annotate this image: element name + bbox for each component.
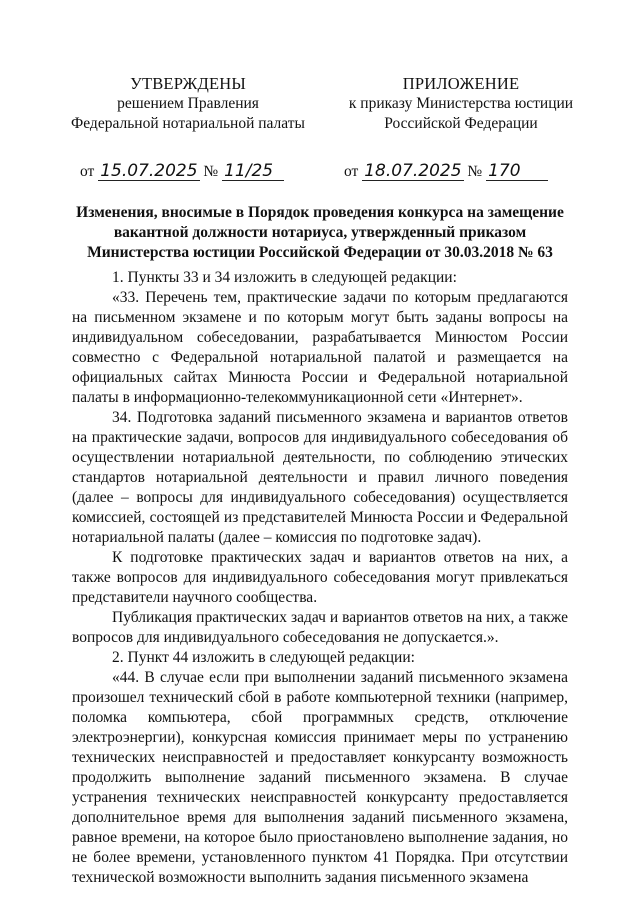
approval-block-left (58, 74, 318, 182)
approval-dateline-left (58, 162, 318, 182)
handwritten-number-right: 170 (486, 162, 548, 181)
document-body (72, 268, 568, 888)
date-prefix-right: от (344, 163, 359, 180)
approval-line1-right: к приказу Министерства юстиции (348, 95, 574, 112)
date-prefix-left: от (80, 163, 95, 180)
document-title: Изменения, вносимые в Порядок проведения конкурса на замещение вакантной должности нотариуса, утвержденный приказом Министерства юстиции Российской Федерации от 30.03.2018 № 63 (76, 204, 564, 261)
paragraph: «33. Перечень тем, практические задачи по которым предлагаются на письменном экзамене и по которым могут быть заданы вопросы на индивидуальном собеседовании, разрабатывается Минюстом России совместно с Федеральной нотариальной палатой и размещается на официальных сайтах Минюста России и Федеральной нотариальной палаты в информационно-телекоммуникационной сети «Интернет». (72, 289, 568, 406)
approval-line1-left: решением Правления (117, 95, 259, 112)
paragraph: К подготовке практических задач и вариантов ответов на них, а также вопросов для индивидуального собеседования могут привлекаться представители научного сообщества. (72, 549, 568, 606)
approval-heading-left: УТВЕРЖДЕНЫ (130, 74, 246, 93)
approval-dateline-right (326, 162, 596, 182)
approval-line2-left: Федеральной нотариальной палаты (71, 115, 305, 132)
handwritten-date-left: 15.07.2025 (100, 161, 198, 181)
paragraph: Публикация практических задач и вариантов ответов на них, а также вопросов для индивидуального собеседования не допускается.». (72, 609, 568, 646)
approval-line2-right: Российской Федерации (384, 115, 538, 132)
paragraph: 34. Подготовка заданий письменного экзамена и вариантов ответов на практические задачи, вопросов для индивидуального собеседования об осуществлении нотариальной деятельности, по соблюдению этических стандартов нотариальной деятельности и правил личного поведения (далее – вопросы для индивидуального собеседования) осуществляется комиссией, состоящей из представителей Минюста России и Федеральной нотариальной палаты (далее – комиссия по подготовке задач). (72, 409, 568, 546)
handwritten-number-left: 11/25 (222, 162, 284, 181)
paragraph: 1. Пункты 33 и 34 изложить в следующей редакции: (112, 269, 457, 286)
approval-heading-right: ПРИЛОЖЕНИЕ (402, 74, 520, 93)
paragraph: 2. Пункт 44 изложить в следующей редакции: (112, 649, 415, 666)
handwritten-date-right: 18.07.2025 (364, 161, 462, 181)
paragraph: «44. В случае если при выполнении заданий письменного экзамена произошел технический сбой в работе компьютерной техники (например, поломка компьютера, сбой программных средств, отключение электроэнергии), конкурсная комиссия принимает меры по устранению технических неисправностей и предоставляет конкурсанту возможность продолжить выполнение заданий письменного экзамена. В случае устранения технических неисправностей конкурсанту предоставляется дополнительное время для выполнения заданий письменного экзамена, равное времени, на которое было приостановлено выполнение задания, но не более времени, установленного пунктом 41 Порядка. При отсутствии технической возможности выполнить задания письменного экзамена (72, 669, 568, 886)
number-sign-left: № (203, 163, 219, 180)
number-sign-right: № (467, 163, 483, 180)
approval-block-right (326, 74, 596, 182)
